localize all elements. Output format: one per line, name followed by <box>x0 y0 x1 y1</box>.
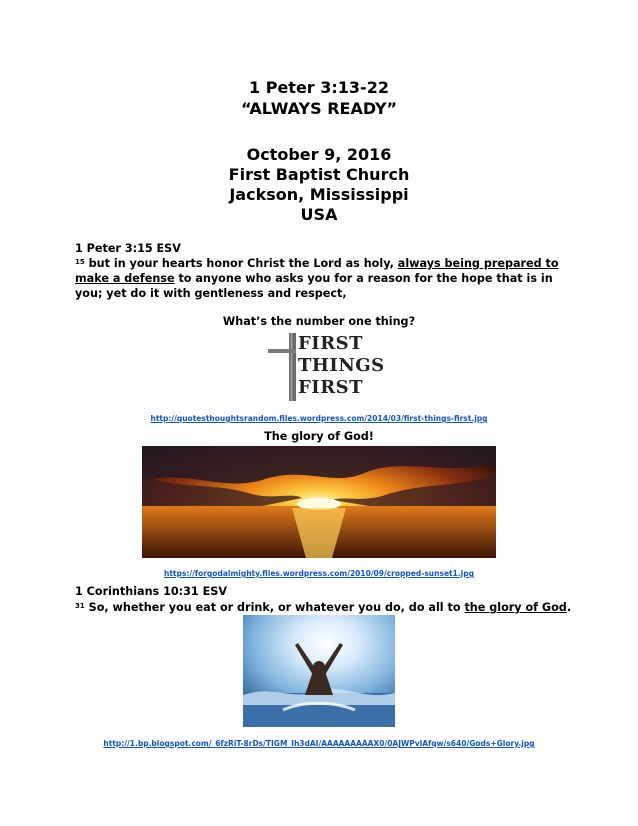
logo-line-2: THINGS <box>298 355 385 376</box>
glory-heading: The glory of God! <box>264 430 374 443</box>
sermon-reference: 1 Peter 3:13-22 <box>249 78 389 97</box>
verse-emphasis: the glory of God <box>464 601 567 614</box>
sermon-title: “ALWAYS READY” <box>240 99 398 118</box>
verse-text-continued: to anyone who asks you for a reason for the hope that is in you; yet do it with gentleness and respect, <box>75 272 553 300</box>
glory-image <box>243 615 395 727</box>
passage2-reference: 1 Corinthians 10:31 ESV <box>75 585 227 598</box>
passage2-text <box>75 600 595 615</box>
passage1-text <box>75 256 575 301</box>
glory-image-link[interactable]: http://1.bp.blogspot.com/_6fzRiT-8rDs/TIGM_Ih3dAI/AAAAAAAAAX0/0AJWPvlAfqw/s640/Gods+Glory.jpg <box>103 739 535 748</box>
church-country: USA <box>300 205 338 224</box>
first-things-first-link[interactable]: http://quotesthoughtsrandom.files.wordpress.com/2014/03/first-things-first.jpg <box>150 414 488 423</box>
verse-text-end: . <box>566 601 572 614</box>
sermon-date: October 9, 2016 <box>246 145 392 164</box>
verse-text: but in your hearts honor Christ the Lord as holy, <box>84 257 398 270</box>
logo-line-1: FIRST <box>298 333 364 354</box>
sunset-image-link[interactable]: https://forgodalmighty.files.wordpress.com/2010/09/cropped-sunset1.jpg <box>164 569 474 578</box>
first-things-first-image <box>268 333 385 401</box>
verse-emphasis: always being prepared to make a defense <box>75 257 559 285</box>
sunset-image <box>142 446 496 558</box>
verse-text: So, whether you eat or drink, or whatever you do, do all to <box>84 601 465 614</box>
verse-number: 15 <box>75 258 85 266</box>
passage1-reference: 1 Peter 3:15 ESV <box>75 242 181 255</box>
church-name: First Baptist Church <box>228 165 410 184</box>
church-city: Jackson, Mississippi <box>229 185 409 204</box>
logo-line-3: FIRST <box>298 377 364 398</box>
verse-number: 31 <box>75 602 85 610</box>
question-text: What’s the number one thing? <box>222 315 416 328</box>
